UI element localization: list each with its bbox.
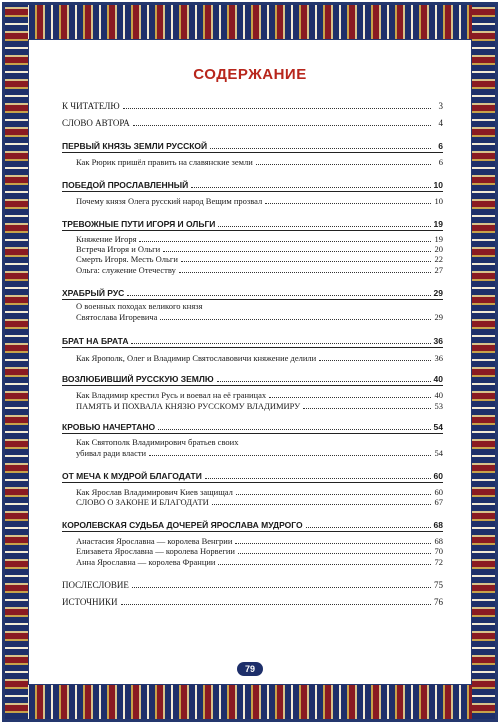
toc-page-number: 4 <box>438 118 443 128</box>
ornament-border-top <box>5 5 495 39</box>
toc-entry-label: О военных походах великого князя <box>76 301 203 311</box>
toc-leader-dots <box>127 294 431 296</box>
section-underline <box>62 385 443 386</box>
toc-entry-label: ИСТОЧНИКИ <box>62 597 118 607</box>
toc-page-number: 10 <box>433 180 443 190</box>
toc-leader-dots <box>256 163 431 165</box>
toc-row[interactable] <box>62 310 443 322</box>
ornament-border-bottom <box>5 685 495 719</box>
ornament-border-right <box>472 5 495 719</box>
toc-row[interactable] <box>62 595 443 607</box>
toc-page-number: 76 <box>434 597 443 607</box>
toc-entry-label: СЛОВО АВТОРА <box>62 118 130 128</box>
section-underline <box>62 191 443 192</box>
toc-page-number: 70 <box>434 546 443 556</box>
toc-section-row[interactable] <box>62 469 443 481</box>
toc-row[interactable] <box>62 399 443 411</box>
toc-row[interactable] <box>62 351 443 363</box>
toc-page-number: 68 <box>434 536 443 546</box>
page-number-badge: 79 <box>237 662 263 676</box>
toc-row[interactable] <box>62 555 443 567</box>
toc-entry-label: КРОВЬЮ НАЧЕРТАНО <box>62 422 156 432</box>
toc-page-number: 54 <box>434 448 443 458</box>
toc-entry-label: Ольга: служение Отечеству <box>76 265 176 275</box>
toc-row[interactable] <box>62 155 443 167</box>
toc-leader-dots <box>131 342 431 344</box>
toc-leader-dots <box>179 271 431 273</box>
toc-leader-dots <box>133 124 431 126</box>
toc-page-number: 36 <box>433 336 443 346</box>
toc-entry-label: ВОЗЛЮБИВШИЙ РУССКУЮ ЗЕМЛЮ <box>62 374 214 384</box>
toc-entry-label: ПАМЯТЬ И ПОХВАЛА КНЯЗЮ РУССКОМУ ВЛАДИМИРУ <box>76 401 301 411</box>
toc-entry-label: Почему князя Олега русский народ Вещим прозвал <box>76 196 263 206</box>
toc-page-number: 54 <box>433 422 443 432</box>
toc-leader-dots <box>123 107 431 109</box>
toc-page-number: 6 <box>438 141 443 151</box>
toc-page-number: 20 <box>434 244 443 254</box>
page-title: СОДЕРЖАНИЕ <box>193 66 307 83</box>
toc-entry-label: Смерть Игоря. Месть Ольги <box>76 254 178 264</box>
toc-entry-label: Как Святополк Владимирович братьев своих <box>76 437 239 447</box>
toc-entry-label: Как Владимир крестил Русь и воевал на её границах <box>76 390 267 400</box>
toc-entry-label: ПОСЛЕСЛОВИЕ <box>62 580 129 590</box>
toc-section-row[interactable] <box>62 518 443 530</box>
toc-row[interactable] <box>62 446 443 458</box>
toc-section-row[interactable] <box>62 372 443 384</box>
toc-entry-label: Анна Ярославна — королева Франции <box>76 557 216 567</box>
toc-entry-label: ОТ МЕЧА К МУДРОЙ БЛАГОДАТИ <box>62 471 202 481</box>
toc-page-number: 40 <box>433 374 443 384</box>
section-underline <box>62 482 443 483</box>
toc-row[interactable] <box>62 194 443 206</box>
toc-page-number: 29 <box>433 288 443 298</box>
toc-leader-dots <box>210 147 431 149</box>
toc-page-number: 6 <box>438 157 443 167</box>
toc-entry-label: Как Ярополк, Олег и Владимир Святославовичи княжение делили <box>76 353 317 363</box>
toc-section-row[interactable] <box>62 420 443 432</box>
toc-entry-label: Встреча Игоря и Ольги <box>76 244 161 254</box>
toc-leader-dots <box>191 186 431 188</box>
toc-leader-dots <box>265 202 431 204</box>
toc-leader-dots <box>149 454 431 456</box>
toc-entry-label: Елизавета Ярославна — королева Норвегии <box>76 546 235 556</box>
toc-section-row[interactable] <box>62 217 443 229</box>
toc-page-number: 22 <box>434 254 443 264</box>
toc-entry-label: ТРЕВОЖНЫЕ ПУТИ ИГОРЯ И ОЛЬГИ <box>62 219 216 229</box>
section-underline <box>62 152 443 153</box>
toc-page-number: 40 <box>434 390 443 400</box>
ornament-border-left <box>5 5 28 719</box>
toc-page-number: 19 <box>433 219 443 229</box>
toc-leader-dots <box>218 563 431 565</box>
toc-leader-dots <box>160 318 431 320</box>
toc-row[interactable] <box>62 578 443 590</box>
toc-entry-label: ПЕРВЫЙ КНЯЗЬ ЗЕМЛИ РУССКОЙ <box>62 141 208 151</box>
toc-entry-label: Как Рюрик пришёл править на славянские земли <box>76 157 253 167</box>
toc-leader-dots <box>306 526 431 528</box>
toc-page-number: 75 <box>434 580 443 590</box>
toc-leader-dots <box>132 586 431 588</box>
section-underline <box>62 433 443 434</box>
content-page <box>28 39 472 685</box>
toc-page-number: 36 <box>434 353 443 363</box>
toc-entry-label: КОРОЛЕВСКАЯ СУДЬБА ДОЧЕРЕЙ ЯРОСЛАВА МУДРОГО <box>62 520 303 530</box>
toc-entry-label: К ЧИТАТЕЛЮ <box>62 101 120 111</box>
toc-leader-dots <box>212 503 431 505</box>
toc-leader-dots <box>158 428 431 430</box>
toc-entry-label: Как Ярослав Владимирович Киев защищал <box>76 487 233 497</box>
toc-page-number: 29 <box>434 312 443 322</box>
toc-leader-dots <box>319 359 431 361</box>
toc-row[interactable] <box>62 263 443 275</box>
toc-entry-label: убивал ради власти <box>76 448 147 458</box>
toc-section-row[interactable] <box>62 139 443 151</box>
toc-page-number: 68 <box>433 520 443 530</box>
section-underline <box>62 347 443 348</box>
toc-leader-dots <box>218 225 431 227</box>
toc-leader-dots <box>121 603 431 605</box>
toc-row[interactable] <box>62 99 443 111</box>
toc-leader-dots <box>205 477 431 479</box>
toc-page-number: 60 <box>434 487 443 497</box>
toc-page-number: 72 <box>434 557 443 567</box>
toc-leader-dots <box>238 552 431 554</box>
toc-entry-label: Анастасия Ярославна — королева Венгрии <box>76 536 233 546</box>
toc-leader-dots <box>303 407 431 409</box>
toc-leader-dots <box>217 380 431 382</box>
toc-leader-dots <box>269 396 431 398</box>
toc-page-number: 67 <box>434 497 443 507</box>
toc-page-number: 53 <box>434 401 443 411</box>
toc-row[interactable] <box>62 495 443 507</box>
toc-entry-label: Святослава Игоревича <box>76 312 158 322</box>
section-underline <box>62 531 443 532</box>
toc-section-row[interactable] <box>62 334 443 346</box>
toc-entry-label: ПОБЕДОЙ ПРОСЛАВЛЕННЫЙ <box>62 180 189 190</box>
toc-leader-dots <box>181 260 431 262</box>
toc-page-number: 19 <box>434 234 443 244</box>
toc-page-number: 10 <box>434 196 443 206</box>
toc-page-number: 27 <box>434 265 443 275</box>
section-underline <box>62 230 443 231</box>
toc-page-number: 3 <box>438 101 443 111</box>
toc-section-row[interactable] <box>62 178 443 190</box>
toc-section-row[interactable] <box>62 286 443 298</box>
toc-row[interactable] <box>62 116 443 128</box>
toc-page-number: 60 <box>433 471 443 481</box>
toc-entry-label: СЛОВО О ЗАКОНЕ И БЛАГОДАТИ <box>76 497 209 507</box>
toc-entry-label: Княжение Игоря <box>76 234 137 244</box>
toc-entry-label: БРАТ НА БРАТА <box>62 336 129 346</box>
toc-entry-label: ХРАБРЫЙ РУС <box>62 288 125 298</box>
